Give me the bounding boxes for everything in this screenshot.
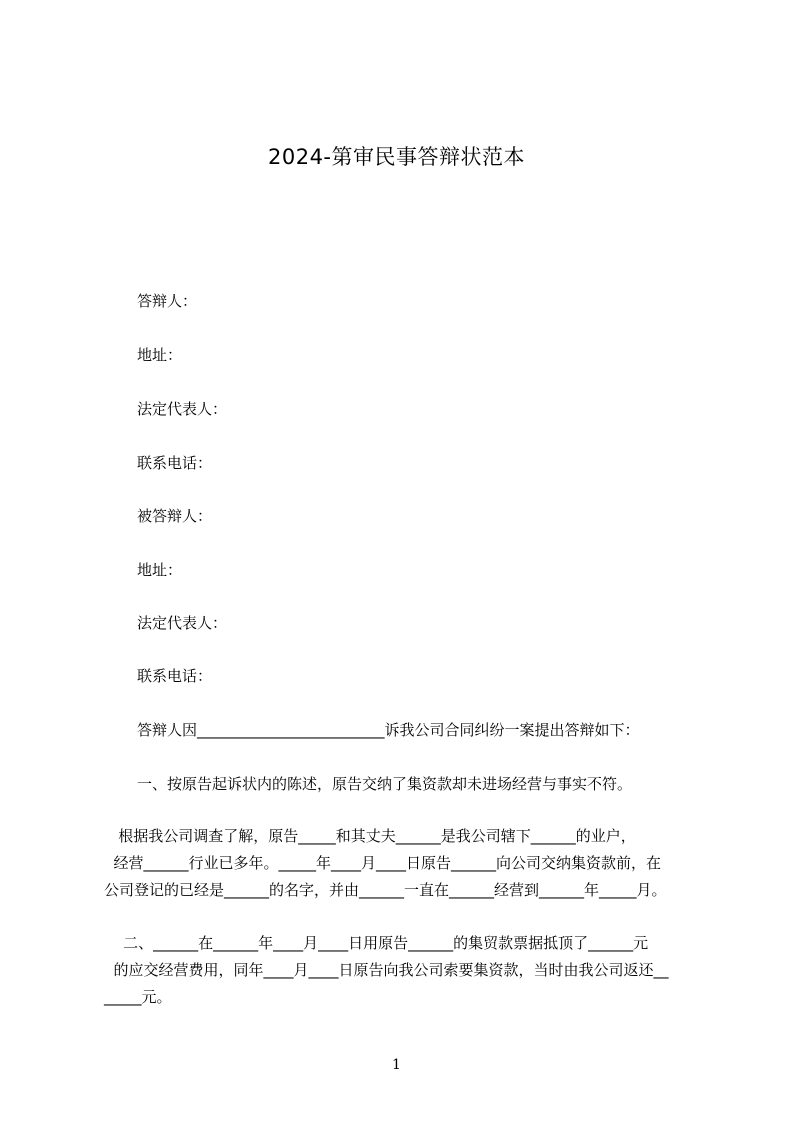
field-legal-representative: 法定代表人：: [137, 400, 228, 418]
paragraph-one: [104, 823, 706, 904]
page-number: 1: [392, 1057, 401, 1073]
field-respondent: 答辩人：: [137, 292, 198, 310]
paragraph-two-line: 二、______在______年____月____日用原告______的集贸款票据抵顶了______元: [104, 934, 649, 952]
document-title: 2024-第审民事答辩状范本: [267, 145, 526, 169]
paragraph-one-line: 根据我公司调查了解，原告_____和其丈夫______是我公司辖下______的业户，: [104, 827, 636, 845]
paragraph-two: [104, 930, 706, 1011]
field-opposing-phone: 联系电话：: [137, 667, 213, 685]
point-one-heading: 一、按原告起诉状内的陈述，原告交纳了集资款却未进场经营与事实不符。: [137, 775, 633, 793]
field-phone: 联系电话：: [137, 454, 213, 472]
paragraph-two-line: 的应交经营费用，同年____月____日原告向我公司索要集资款，当时由我公司返还__: [104, 961, 669, 979]
field-opposing-address: 地址：: [137, 561, 183, 579]
intro-statement: 答辩人因_________________________诉我公司合同纠纷一案提出答辩如下：: [137, 721, 640, 739]
paragraph-one-line: 公司登记的已经是______的名字，并由______一直在______经营到______年_____月。: [104, 881, 667, 899]
field-opposing-legal-representative: 法定代表人：: [137, 614, 228, 632]
field-address: 地址：: [137, 346, 183, 364]
paragraph-two-line: _____元。: [104, 988, 172, 1006]
field-opposing-party: 被答辩人：: [137, 507, 213, 525]
paragraph-one-line: 经营______行业已多年。_____年____月____日原告______向公司交纳集资款前，在: [104, 854, 662, 872]
